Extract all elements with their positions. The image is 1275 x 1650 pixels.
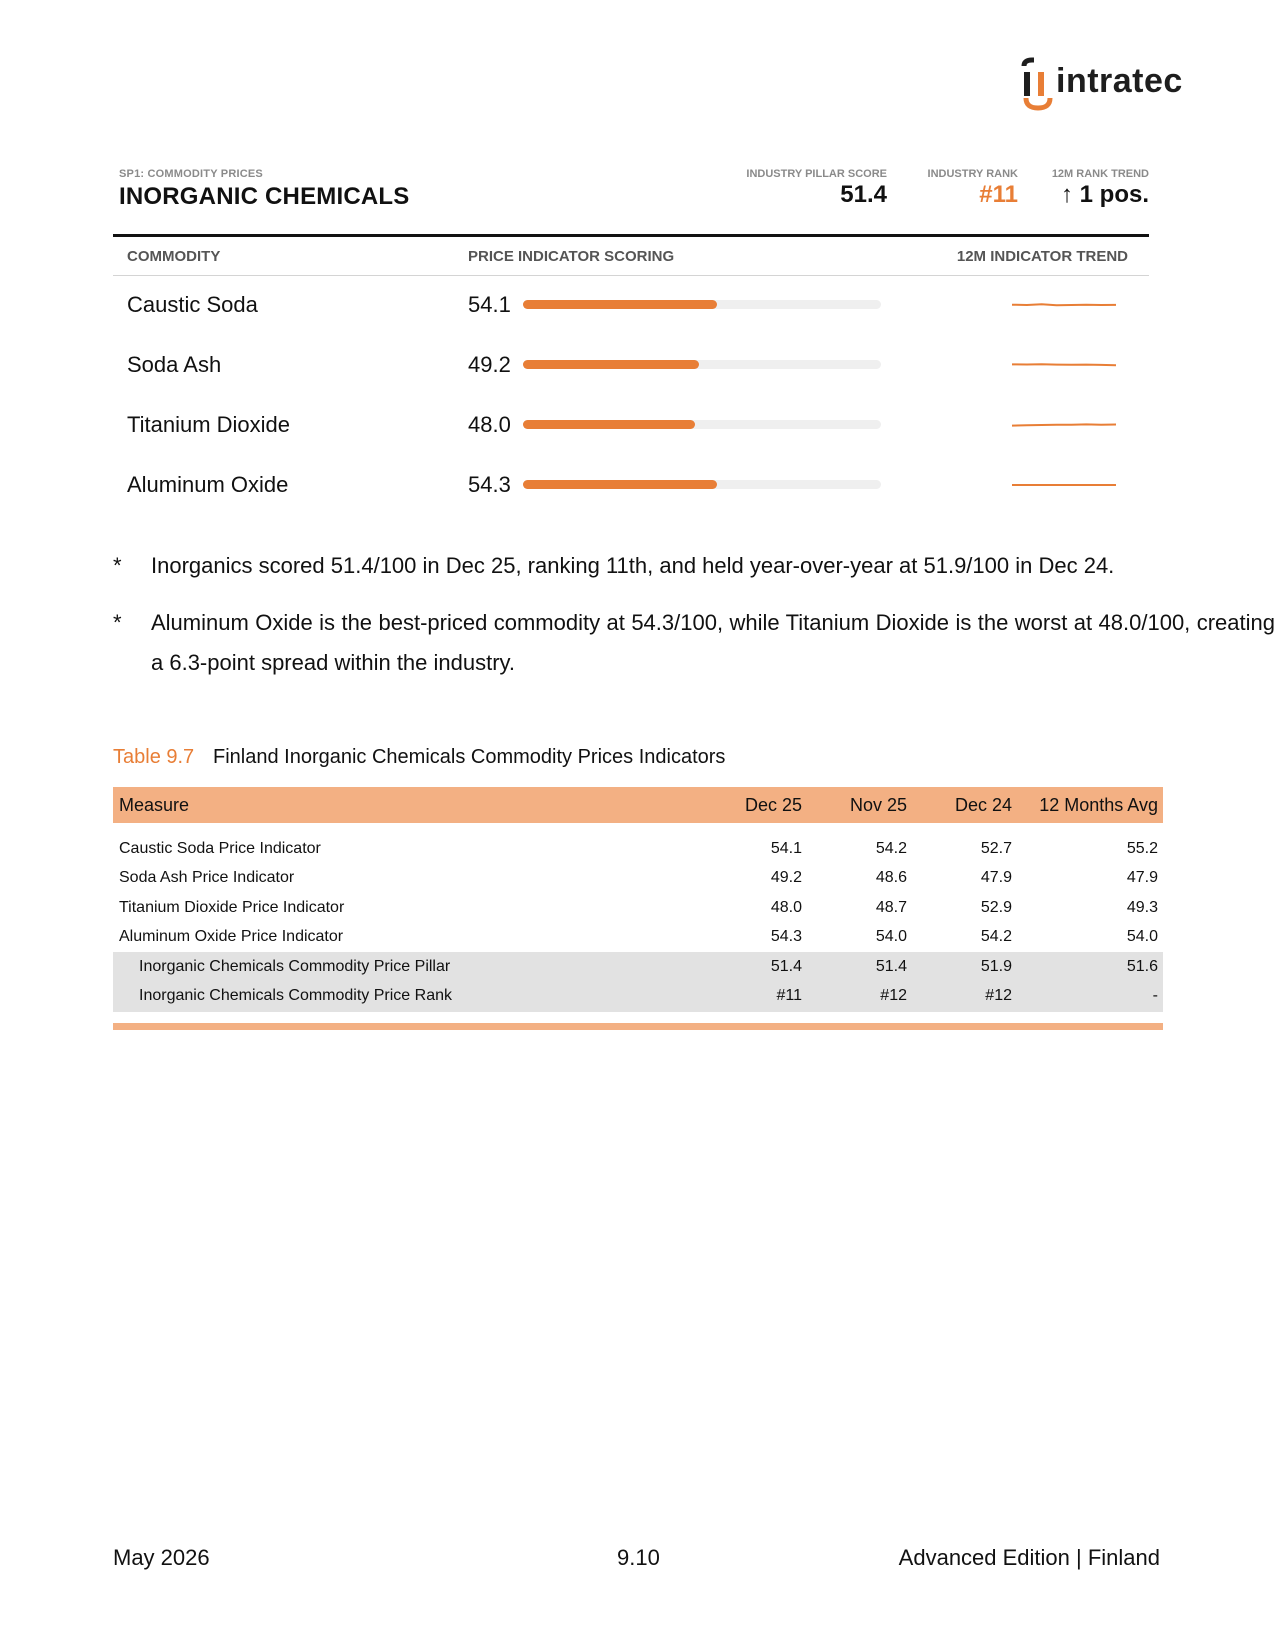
footer-date: May 2026 [113,1545,210,1570]
rank-trend-label: 12M RANK TREND [1051,168,1149,180]
commodity-row [0,472,1275,532]
table-row [113,928,1163,950]
table-row-summary [113,958,1163,980]
table-cell: #11 [776,987,802,1004]
commodity-row [0,352,1275,412]
table-cell: 54.0 [1126,928,1158,945]
table-row [113,840,1163,862]
table-row [113,899,1163,921]
table-cell: 48.0 [770,899,802,916]
table-cell-measure: Caustic Soda Price Indicator [119,840,321,857]
score-bar-track [523,300,881,309]
table-cell: #12 [880,987,907,1004]
score-bar-fill [523,300,717,309]
table-caption-number: Table 9.7 [113,746,195,768]
table-cell: 47.9 [1126,869,1158,886]
table-cell: 48.6 [875,869,907,886]
commodity-name: Aluminum Oxide [127,472,289,497]
trend-sparkline [1008,354,1120,376]
footer-edition: Advanced Edition | Finland [898,1545,1160,1570]
table-bottom-rule [113,1023,1163,1030]
section-label: SP1: COMMODITY PRICES [119,168,263,180]
pillar-score-value: 51.4 [840,181,887,208]
table-cell: 47.9 [980,869,1012,886]
col-header-scoring: PRICE INDICATOR SCORING [468,248,675,265]
table-header-row [113,787,1163,823]
trend-sparkline [1008,414,1120,436]
col-header-commodity: COMMODITY [127,248,221,265]
table-cell: 54.3 [770,928,802,945]
footer-page-number: 9.10 [617,1545,660,1570]
table-cell: 49.3 [1126,899,1158,916]
table-cell-measure: Soda Ash Price Indicator [119,869,295,886]
score-bar-fill [523,480,717,489]
table-cell: 54.2 [980,928,1012,945]
trend-sparkline [1008,474,1120,496]
page-title: INORGANIC CHEMICALS [119,183,410,210]
table-cell: 52.7 [980,840,1012,857]
table-header-cell: Measure [119,795,190,815]
table-cell: 48.7 [875,899,907,916]
rank-trend-text: 1 pos. [1079,181,1149,208]
commodity-name: Soda Ash [127,352,222,377]
commodity-score: 54.3 [468,472,511,497]
table-cell-measure: Inorganic Chemicals Commodity Price Rank [139,987,452,1004]
score-bar-track [523,420,881,429]
table-cell: 54.2 [875,840,907,857]
trend-sparkline [1008,294,1120,316]
table-cell: 49.2 [770,869,802,886]
commodity-row [0,412,1275,472]
score-bar-track [523,480,881,489]
table-cell-measure: Aluminum Oxide Price Indicator [119,928,344,945]
score-bar-fill [523,420,695,429]
bullet-text: Aluminum Oxide is the best-priced commodity at 54.3/100, while Titanium Dioxide is the worst at 48.0/100, creating a 6.3-point spread within the industry. [151,610,1275,675]
table-cell: 51.9 [980,958,1012,975]
table-header-cell: Dec 25 [744,795,802,815]
table-row [113,869,1163,891]
commodity-score: 49.2 [468,352,511,377]
intratec-logo [1020,56,1183,114]
table-header-cell: Dec 24 [954,795,1012,815]
table-cell-measure: Inorganic Chemicals Commodity Price Pillar [139,958,451,975]
table-cell: 55.2 [1126,840,1158,857]
table-cell: #12 [985,987,1012,1004]
table-cell: - [1152,987,1158,1004]
table-row-summary [113,987,1163,1009]
table-cell: 51.6 [1126,958,1158,975]
table-cell: 51.4 [875,958,907,975]
table-header-cell: 12 Months Avg [1039,795,1158,815]
rank-trend-value [1061,181,1149,209]
bullet-marker: * [113,610,122,635]
score-bar-track [523,360,881,369]
commodity-name: Titanium Dioxide [127,412,291,437]
table-header-cell: Nov 25 [849,795,907,815]
commodity-row [0,292,1275,352]
score-bar-fill [523,360,699,369]
bullet-marker: * [113,553,122,578]
table-cell: 51.4 [770,958,802,975]
table-cell: 54.1 [770,840,802,857]
table-caption-title: Finland Inorganic Chemicals Commodity Prices Indicators [213,746,726,768]
col-header-trend: 12M INDICATOR TREND [956,248,1128,265]
table-cell: 54.0 [875,928,907,945]
commodity-name: Caustic Soda [127,292,258,317]
industry-rank-value: #11 [979,181,1018,208]
header-underline [113,275,1149,276]
logo-mark-icon [1020,56,1060,114]
header-divider [113,234,1149,237]
logo-wordmark: intratec [1056,62,1183,100]
commodity-score: 48.0 [468,412,511,437]
bullet-text: Inorganics scored 51.4/100 in Dec 25, ranking 11th, and held year-over-year at 51.9/100 in Dec 24. [151,553,1115,578]
pillar-score-label: INDUSTRY PILLAR SCORE [746,168,887,180]
arrow-up-icon: ↑ [1060,181,1073,208]
table-cell: 52.9 [980,899,1012,916]
table-cell-measure: Titanium Dioxide Price Indicator [119,899,345,916]
commodity-score: 54.1 [468,292,511,317]
industry-rank-label: INDUSTRY RANK [927,168,1018,180]
